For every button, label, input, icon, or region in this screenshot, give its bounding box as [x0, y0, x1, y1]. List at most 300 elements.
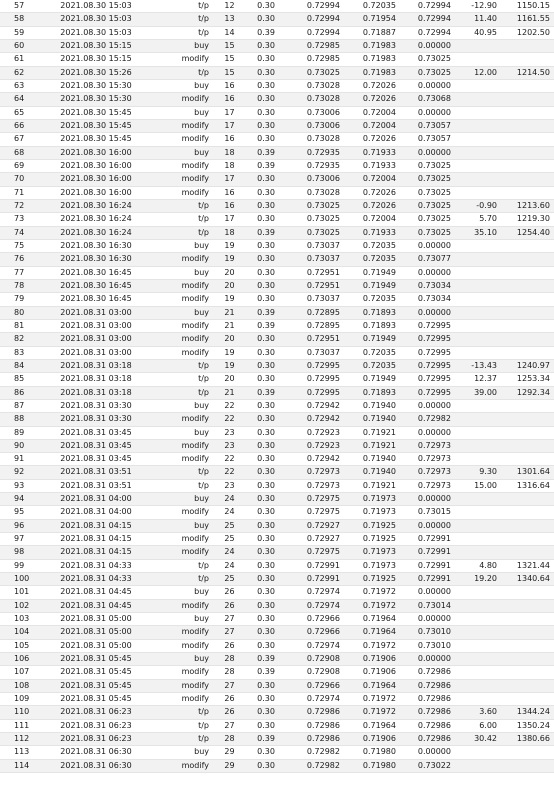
row-number: 88: [0, 413, 36, 426]
row-type: buy: [156, 426, 215, 439]
row-order: 24: [215, 546, 244, 559]
row-time: 2021.08.30 15:45: [36, 133, 156, 146]
table-row: [0, 653, 554, 666]
row-tp: 0.00000: [400, 399, 455, 412]
row-type: buy: [156, 399, 215, 412]
row-tp: 0.00000: [400, 146, 455, 159]
row-price: 0.72991: [288, 559, 344, 572]
row-order: 24: [215, 506, 244, 519]
row-order: 27: [215, 719, 244, 732]
row-order: 29: [215, 759, 244, 772]
row-size: 0.30: [244, 253, 288, 266]
row-balance: [501, 319, 554, 332]
row-profit: 30.42: [455, 733, 501, 746]
row-type: modify: [156, 453, 215, 466]
row-number: 75: [0, 239, 36, 252]
row-profit: -13.43: [455, 359, 501, 372]
row-profit: [455, 279, 501, 292]
row-price: 0.72986: [288, 733, 344, 746]
row-order: 21: [215, 306, 244, 319]
row-type: t/p: [156, 559, 215, 572]
table-row: [0, 266, 554, 279]
table-row: [0, 559, 554, 572]
row-price: 0.72995: [288, 386, 344, 399]
row-type: t/p: [156, 359, 215, 372]
row-profit: [455, 413, 501, 426]
row-balance: [501, 279, 554, 292]
row-order: 27: [215, 679, 244, 692]
row-size: 0.30: [244, 239, 288, 252]
row-sl: 0.72035: [344, 253, 400, 266]
table-row: [0, 93, 554, 106]
row-price: 0.73028: [288, 133, 344, 146]
row-sl: 0.72035: [344, 359, 400, 372]
row-number: 64: [0, 93, 36, 106]
row-time: 2021.08.31 05:45: [36, 666, 156, 679]
table-row: [0, 333, 554, 346]
row-price: 0.73028: [288, 79, 344, 92]
row-sl: 0.71906: [344, 733, 400, 746]
row-time: 2021.08.31 03:18: [36, 373, 156, 386]
row-size: 0.30: [244, 546, 288, 559]
row-sl: 0.71921: [344, 439, 400, 452]
row-time: 2021.08.30 15:15: [36, 53, 156, 66]
row-tp: 0.72991: [400, 546, 455, 559]
row-number: 58: [0, 13, 36, 26]
row-profit: -12.90: [455, 0, 501, 13]
table-row: [0, 733, 554, 746]
row-price: 0.72974: [288, 693, 344, 706]
row-tp: 0.73025: [400, 173, 455, 186]
row-number: 79: [0, 293, 36, 306]
row-number: 76: [0, 253, 36, 266]
row-tp: 0.72986: [400, 719, 455, 732]
row-type: t/p: [156, 719, 215, 732]
table-row: [0, 13, 554, 26]
row-profit: [455, 106, 501, 119]
table-row: [0, 479, 554, 492]
row-sl: 0.71973: [344, 506, 400, 519]
row-profit: 12.00: [455, 66, 501, 79]
row-type: modify: [156, 53, 215, 66]
row-sl: 0.71964: [344, 626, 400, 639]
row-time: 2021.08.31 04:33: [36, 573, 156, 586]
row-order: 21: [215, 386, 244, 399]
row-order: 20: [215, 279, 244, 292]
row-profit: [455, 119, 501, 132]
row-tp: 0.72994: [400, 0, 455, 13]
row-price: 0.72951: [288, 333, 344, 346]
row-type: t/p: [156, 66, 215, 79]
row-price: 0.72908: [288, 666, 344, 679]
row-size: 0.30: [244, 373, 288, 386]
row-sl: 0.71972: [344, 639, 400, 652]
row-sl: 0.71983: [344, 66, 400, 79]
row-number: 81: [0, 319, 36, 332]
row-number: 78: [0, 279, 36, 292]
row-number: 103: [0, 613, 36, 626]
table-row: [0, 546, 554, 559]
row-number: 91: [0, 453, 36, 466]
table-row: [0, 159, 554, 172]
row-size: 0.30: [244, 413, 288, 426]
row-order: 28: [215, 653, 244, 666]
row-size: 0.39: [244, 653, 288, 666]
row-time: 2021.08.31 03:00: [36, 306, 156, 319]
row-time: 2021.08.30 16:00: [36, 173, 156, 186]
row-balance: [501, 159, 554, 172]
row-order: 13: [215, 13, 244, 26]
row-price: 0.73006: [288, 173, 344, 186]
row-type: buy: [156, 493, 215, 506]
row-type: buy: [156, 39, 215, 52]
row-order: 19: [215, 293, 244, 306]
row-profit: [455, 173, 501, 186]
row-profit: [455, 186, 501, 199]
row-number: 87: [0, 399, 36, 412]
row-time: 2021.08.30 15:26: [36, 66, 156, 79]
row-size: 0.30: [244, 533, 288, 546]
row-type: modify: [156, 626, 215, 639]
row-order: 20: [215, 333, 244, 346]
row-size: 0.39: [244, 666, 288, 679]
row-balance: 1292.34: [501, 386, 554, 399]
row-number: 68: [0, 146, 36, 159]
row-balance: [501, 413, 554, 426]
row-type: modify: [156, 319, 215, 332]
row-number: 100: [0, 573, 36, 586]
row-profit: [455, 146, 501, 159]
row-price: 0.73006: [288, 106, 344, 119]
row-order: 19: [215, 253, 244, 266]
row-profit: [455, 399, 501, 412]
row-order: 23: [215, 479, 244, 492]
row-order: 15: [215, 39, 244, 52]
row-order: 18: [215, 226, 244, 239]
row-type: t/p: [156, 13, 215, 26]
row-number: 65: [0, 106, 36, 119]
row-sl: 0.71964: [344, 613, 400, 626]
row-number: 104: [0, 626, 36, 639]
row-tp: 0.72986: [400, 706, 455, 719]
row-price: 0.73028: [288, 186, 344, 199]
row-price: 0.72985: [288, 39, 344, 52]
row-price: 0.73025: [288, 199, 344, 212]
row-size: 0.30: [244, 613, 288, 626]
row-size: 0.39: [244, 306, 288, 319]
row-balance: [501, 653, 554, 666]
row-balance: 1240.97: [501, 359, 554, 372]
row-price: 0.72974: [288, 599, 344, 612]
row-time: 2021.08.31 03:00: [36, 333, 156, 346]
row-tp: 0.73015: [400, 506, 455, 519]
row-type: buy: [156, 653, 215, 666]
row-size: 0.30: [244, 13, 288, 26]
row-profit: [455, 266, 501, 279]
row-tp: 0.73025: [400, 226, 455, 239]
row-tp: 0.72982: [400, 413, 455, 426]
row-price: 0.72975: [288, 546, 344, 559]
row-balance: [501, 693, 554, 706]
row-sl: 0.72004: [344, 173, 400, 186]
row-time: 2021.08.30 16:24: [36, 226, 156, 239]
row-profit: 11.40: [455, 13, 501, 26]
row-balance: 1254.40: [501, 226, 554, 239]
table-row: [0, 599, 554, 612]
row-order: 25: [215, 519, 244, 532]
row-time: 2021.08.31 04:00: [36, 506, 156, 519]
row-size: 0.30: [244, 199, 288, 212]
row-balance: [501, 333, 554, 346]
row-balance: [501, 666, 554, 679]
row-profit: [455, 333, 501, 346]
table-row: [0, 66, 554, 79]
row-sl: 0.71887: [344, 26, 400, 39]
row-profit: [455, 493, 501, 506]
row-order: 26: [215, 599, 244, 612]
row-time: 2021.08.31 03:18: [36, 359, 156, 372]
row-tp: 0.73010: [400, 639, 455, 652]
row-tp: 0.00000: [400, 426, 455, 439]
row-balance: 1350.24: [501, 719, 554, 732]
row-time: 2021.08.31 03:00: [36, 319, 156, 332]
row-sl: 0.71925: [344, 533, 400, 546]
row-size: 0.30: [244, 693, 288, 706]
row-size: 0.30: [244, 399, 288, 412]
row-type: modify: [156, 533, 215, 546]
row-time: 2021.08.31 03:00: [36, 346, 156, 359]
row-profit: [455, 599, 501, 612]
row-price: 0.72986: [288, 719, 344, 732]
row-type: buy: [156, 146, 215, 159]
table-row: [0, 133, 554, 146]
row-sl: 0.71972: [344, 599, 400, 612]
row-tp: 0.72991: [400, 559, 455, 572]
row-tp: 0.72995: [400, 386, 455, 399]
row-number: 93: [0, 479, 36, 492]
row-balance: [501, 293, 554, 306]
row-price: 0.72966: [288, 626, 344, 639]
row-size: 0.30: [244, 293, 288, 306]
row-balance: 1340.64: [501, 573, 554, 586]
row-number: 63: [0, 79, 36, 92]
row-time: 2021.08.31 04:33: [36, 559, 156, 572]
table-row: [0, 239, 554, 252]
row-sl: 0.71964: [344, 719, 400, 732]
row-price: 0.73028: [288, 93, 344, 106]
row-sl: 0.71972: [344, 706, 400, 719]
row-tp: 0.72995: [400, 359, 455, 372]
row-size: 0.30: [244, 719, 288, 732]
row-time: 2021.08.30 16:00: [36, 159, 156, 172]
row-tp: 0.72994: [400, 26, 455, 39]
row-tp: 0.72973: [400, 466, 455, 479]
row-price: 0.72927: [288, 519, 344, 532]
row-balance: [501, 346, 554, 359]
row-order: 19: [215, 346, 244, 359]
row-sl: 0.72004: [344, 106, 400, 119]
row-number: 73: [0, 213, 36, 226]
row-order: 17: [215, 119, 244, 132]
table-row: [0, 106, 554, 119]
row-tp: 0.73057: [400, 133, 455, 146]
row-price: 0.72986: [288, 706, 344, 719]
row-number: 106: [0, 653, 36, 666]
row-balance: [501, 679, 554, 692]
row-order: 16: [215, 186, 244, 199]
row-order: 16: [215, 79, 244, 92]
table-row: [0, 413, 554, 426]
row-time: 2021.08.31 06:23: [36, 706, 156, 719]
table-row: [0, 466, 554, 479]
row-number: 110: [0, 706, 36, 719]
row-sl: 0.72026: [344, 93, 400, 106]
row-price: 0.72935: [288, 146, 344, 159]
row-balance: 1213.60: [501, 199, 554, 212]
row-number: 109: [0, 693, 36, 706]
row-profit: [455, 453, 501, 466]
row-number: 74: [0, 226, 36, 239]
row-size: 0.30: [244, 493, 288, 506]
table-row: [0, 306, 554, 319]
row-type: buy: [156, 586, 215, 599]
row-tp: 0.72986: [400, 733, 455, 746]
row-sl: 0.71925: [344, 519, 400, 532]
row-number: 107: [0, 666, 36, 679]
row-size: 0.30: [244, 39, 288, 52]
row-order: 28: [215, 733, 244, 746]
row-sl: 0.71983: [344, 39, 400, 52]
row-sl: 0.72035: [344, 239, 400, 252]
row-time: 2021.08.30 16:45: [36, 266, 156, 279]
table-row: [0, 519, 554, 532]
row-profit: [455, 679, 501, 692]
row-sl: 0.72004: [344, 119, 400, 132]
row-tp: 0.73068: [400, 93, 455, 106]
row-time: 2021.08.30 15:03: [36, 26, 156, 39]
row-time: 2021.08.31 06:23: [36, 719, 156, 732]
row-size: 0.30: [244, 586, 288, 599]
row-time: 2021.08.30 16:00: [36, 186, 156, 199]
row-type: modify: [156, 413, 215, 426]
row-type: modify: [156, 346, 215, 359]
table-row: [0, 679, 554, 692]
table-row: [0, 533, 554, 546]
row-time: 2021.08.31 05:00: [36, 626, 156, 639]
row-price: 0.72895: [288, 319, 344, 332]
row-type: t/p: [156, 466, 215, 479]
row-tp: 0.73025: [400, 199, 455, 212]
row-profit: [455, 293, 501, 306]
row-type: buy: [156, 613, 215, 626]
row-type: modify: [156, 546, 215, 559]
row-profit: 4.80: [455, 559, 501, 572]
row-number: 72: [0, 199, 36, 212]
row-balance: [501, 533, 554, 546]
row-number: 60: [0, 39, 36, 52]
row-tp: 0.00000: [400, 519, 455, 532]
row-tp: 0.72986: [400, 679, 455, 692]
row-type: modify: [156, 133, 215, 146]
row-balance: 1214.50: [501, 66, 554, 79]
row-size: 0.30: [244, 506, 288, 519]
row-price: 0.72927: [288, 533, 344, 546]
row-balance: [501, 306, 554, 319]
row-time: 2021.08.31 06:30: [36, 759, 156, 772]
row-time: 2021.08.30 15:45: [36, 106, 156, 119]
row-profit: [455, 79, 501, 92]
table-row: [0, 373, 554, 386]
row-sl: 0.71949: [344, 279, 400, 292]
row-order: 25: [215, 573, 244, 586]
row-order: 25: [215, 533, 244, 546]
row-balance: [501, 546, 554, 559]
table-row: [0, 439, 554, 452]
row-price: 0.73025: [288, 213, 344, 226]
row-profit: 3.60: [455, 706, 501, 719]
row-size: 0.30: [244, 133, 288, 146]
row-tp: 0.00000: [400, 79, 455, 92]
row-order: 24: [215, 493, 244, 506]
row-sl: 0.71949: [344, 333, 400, 346]
row-type: buy: [156, 79, 215, 92]
row-price: 0.72975: [288, 493, 344, 506]
row-type: modify: [156, 253, 215, 266]
table-row: [0, 573, 554, 586]
row-number: 61: [0, 53, 36, 66]
row-time: 2021.08.31 04:45: [36, 599, 156, 612]
row-sl: 0.71940: [344, 399, 400, 412]
row-tp: 0.73034: [400, 279, 455, 292]
row-number: 114: [0, 759, 36, 772]
table-row: [0, 693, 554, 706]
row-balance: [501, 253, 554, 266]
row-price: 0.72923: [288, 439, 344, 452]
row-profit: [455, 506, 501, 519]
row-time: 2021.08.30 15:03: [36, 13, 156, 26]
row-number: 94: [0, 493, 36, 506]
row-size: 0.30: [244, 173, 288, 186]
row-profit: [455, 613, 501, 626]
row-sl: 0.71940: [344, 466, 400, 479]
row-order: 16: [215, 199, 244, 212]
row-balance: 1161.55: [501, 13, 554, 26]
row-order: 26: [215, 586, 244, 599]
row-tp: 0.00000: [400, 306, 455, 319]
row-number: 71: [0, 186, 36, 199]
row-profit: [455, 759, 501, 772]
row-balance: [501, 133, 554, 146]
row-price: 0.72985: [288, 53, 344, 66]
row-price: 0.72982: [288, 759, 344, 772]
table-row: [0, 226, 554, 239]
row-time: 2021.08.30 16:00: [36, 146, 156, 159]
row-sl: 0.71933: [344, 146, 400, 159]
row-price: 0.73037: [288, 253, 344, 266]
row-size: 0.30: [244, 359, 288, 372]
table-row: [0, 119, 554, 132]
row-sl: 0.71893: [344, 306, 400, 319]
row-order: 22: [215, 413, 244, 426]
row-price: 0.72942: [288, 413, 344, 426]
row-order: 21: [215, 319, 244, 332]
row-profit: [455, 746, 501, 759]
row-profit: 15.00: [455, 479, 501, 492]
row-size: 0.30: [244, 333, 288, 346]
row-sl: 0.72035: [344, 293, 400, 306]
row-size: 0.30: [244, 466, 288, 479]
row-order: 20: [215, 266, 244, 279]
